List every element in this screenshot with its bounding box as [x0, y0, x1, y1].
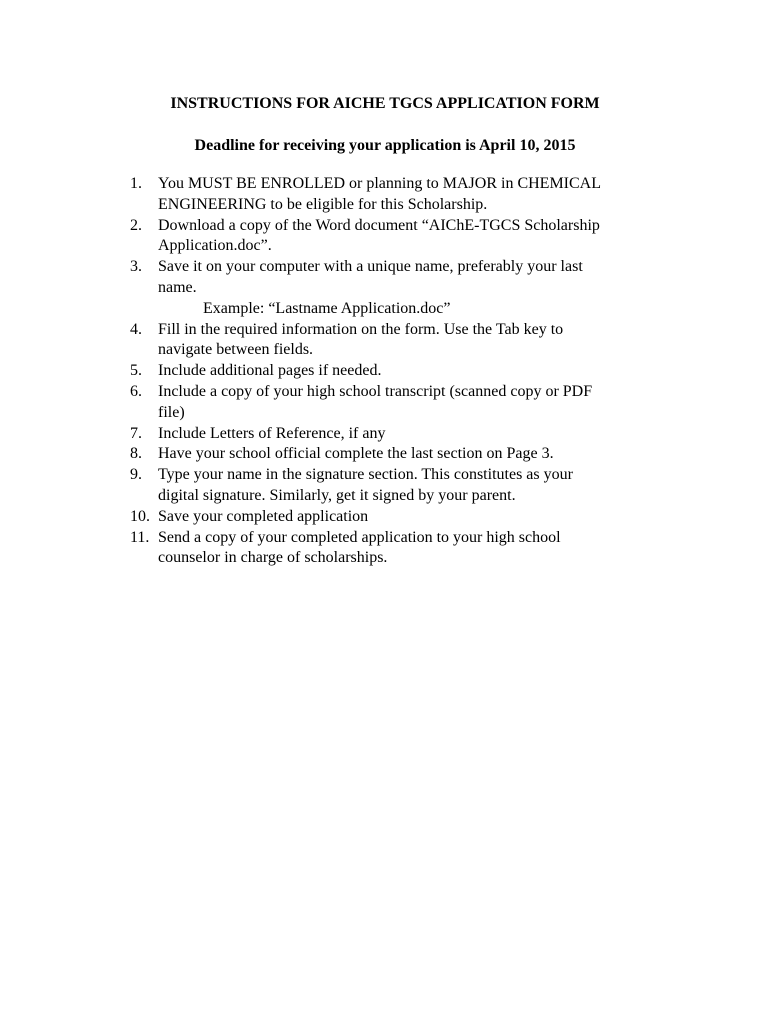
- item-line: navigate between fields.: [158, 341, 314, 359]
- list-item: [130, 424, 670, 445]
- item-number: 8.: [130, 445, 142, 463]
- item-line: Application.doc”.: [158, 237, 272, 255]
- item-line: file): [158, 403, 185, 421]
- item-line: name.: [158, 278, 197, 296]
- item-number: 4.: [130, 320, 142, 338]
- item-text: [158, 444, 670, 465]
- item-text: [158, 382, 670, 424]
- item-line: Fill in the required information on the form. Use the Tab key to: [158, 320, 564, 338]
- filename-example: Example: “Lastname Application.doc”: [203, 299, 451, 317]
- item-text: [158, 320, 670, 362]
- list-item: [130, 465, 670, 507]
- item-line: Include additional pages if needed.: [158, 362, 382, 380]
- item-line: Save it on your computer with a unique name, preferably your last: [158, 258, 583, 276]
- item-number: 3.: [130, 258, 142, 276]
- list-item: [130, 382, 670, 424]
- item-number: 11.: [130, 528, 150, 546]
- item-text: [158, 465, 670, 507]
- list-item: [130, 216, 670, 258]
- item-text: [158, 361, 670, 382]
- list-item: [130, 320, 670, 362]
- item-line: digital signature. Similarly, get it signed by your parent.: [158, 486, 516, 504]
- list-item: [130, 444, 670, 465]
- item-number: 2.: [130, 216, 142, 234]
- list-item: [130, 257, 670, 319]
- item-line: Include a copy of your high school transcript (scanned copy or PDF: [158, 382, 593, 400]
- item-line: Download a copy of the Word document “AIChE-TGCS Scholarship: [158, 216, 600, 234]
- item-number: 7.: [130, 424, 142, 442]
- item-number: 6.: [130, 382, 142, 400]
- item-line: Include Letters of Reference, if any: [158, 424, 386, 442]
- item-line: counselor in charge of scholarships.: [158, 549, 388, 567]
- item-line: You MUST BE ENROLLED or planning to MAJOR in CHEMICAL: [158, 175, 601, 192]
- item-text: [158, 528, 670, 570]
- item-text: [158, 257, 670, 319]
- item-number: 1.: [130, 175, 142, 192]
- list-item: [130, 507, 670, 528]
- item-text: [158, 174, 670, 216]
- item-text: [158, 507, 670, 528]
- instructions-list: [130, 174, 670, 569]
- list-item: [130, 174, 670, 216]
- item-line: ENGINEERING to be eligible for this Scholarship.: [158, 195, 488, 213]
- list-item: [130, 361, 670, 382]
- item-number: 10.: [130, 507, 150, 525]
- item-line: Save your completed application: [158, 507, 369, 525]
- item-line: Have your school official complete the last section on Page 3.: [158, 445, 554, 463]
- item-line: Send a copy of your completed application to your high school: [158, 528, 561, 546]
- item-number: 9.: [130, 466, 142, 484]
- list-item: [130, 528, 670, 570]
- deadline-notice: Deadline for receiving your application is April 10, 2015: [194, 137, 576, 154]
- item-text: [158, 424, 670, 445]
- item-text: [158, 216, 670, 258]
- item-number: 5.: [130, 362, 142, 380]
- item-line: Type your name in the signature section. This constitutes as your: [158, 466, 573, 484]
- page-title: INSTRUCTIONS FOR AICHE TGCS APPLICATION FORM: [170, 95, 600, 112]
